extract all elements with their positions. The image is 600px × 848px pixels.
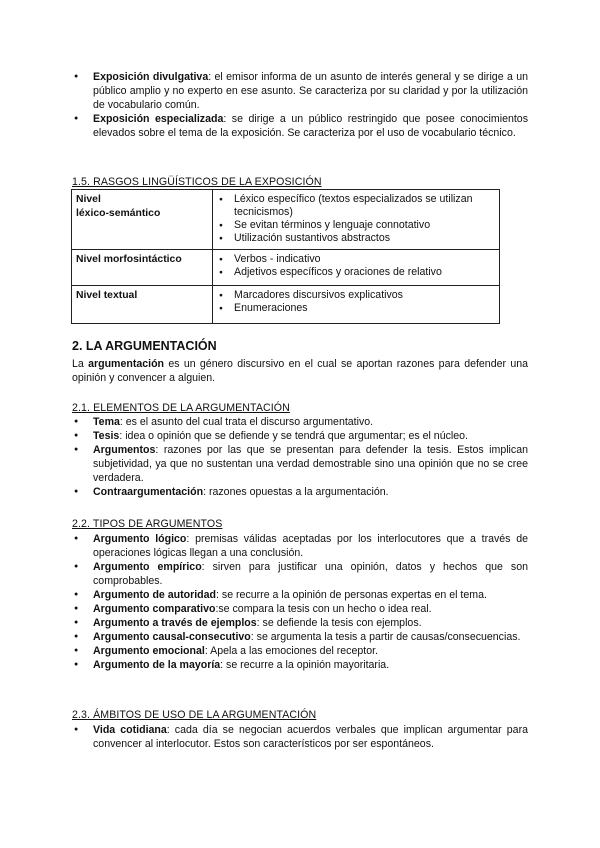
table-list-item: ● Marcadores discursivos explicativos <box>217 289 495 302</box>
list-item-term: Argumento lógico <box>93 533 187 545</box>
list-item <box>56 429 600 443</box>
list-item-term: Argumento de autoridad <box>93 589 217 601</box>
table-row <box>72 190 500 250</box>
list-item-text: : se argumenta la tesis a partir de causas/consecuencias. <box>250 631 521 643</box>
list-item-text: : premisas válidas aceptadas por los interlocutores que a través de operaciones lógicas llegan a una conclusión. <box>93 533 528 559</box>
section-heading: 1.5. RASGOS LINGÜÍSTICOS DE LA EXPOSICIÓN <box>72 176 322 188</box>
list-item-text: : razones opuestas a la argumentación. <box>203 486 389 498</box>
table-list-item: ● Verbos - indicativo <box>217 253 495 266</box>
list-item-term: Exposición especializada <box>93 113 224 125</box>
table-row-label: Nivel morfosintáctico <box>72 250 213 286</box>
exposition-types-list <box>0 70 600 140</box>
linguistic-features-table <box>71 189 500 324</box>
list-item <box>56 723 600 751</box>
table-list-item: ● Enumeraciones <box>217 302 495 315</box>
elements-list-block <box>0 415 600 499</box>
table-list-item: ● Léxico específico (textos especializados se utilizan tecnicismos) <box>217 193 495 219</box>
list-item-term: Vida cotidiana <box>93 724 167 736</box>
argumentation-definition <box>0 357 600 385</box>
list-item-text: : Apela a las emociones del receptor. <box>204 645 378 657</box>
table-list-item: ● Utilización sustantivos abstractos <box>217 232 495 245</box>
intro-list-block <box>0 70 600 140</box>
list-item-term: Argumento a través de ejemplos <box>93 617 257 629</box>
table-list-item: ● Adjetivos específicos y oraciones de relativo <box>217 266 495 279</box>
table-row-items <box>213 286 500 324</box>
list-item-term: Argumento comparativo <box>93 603 216 615</box>
list-item <box>56 616 600 630</box>
list-item <box>56 485 600 499</box>
list-item-term: Argumento empírico <box>93 561 202 573</box>
list-item-text: : sirven para justificar una opinión, datos y hechos que son comprobables. <box>93 561 528 587</box>
table-row-label-line: léxico-semántico <box>76 208 161 219</box>
list-item-text: : cada día se negocian acuerdos verbales que implican argumentar para convencer al interlocutor. Estos son característicos por ser espontáneos. <box>93 724 528 750</box>
list-item-term: Tema <box>93 416 120 428</box>
table-row <box>72 250 500 286</box>
list-item <box>56 112 600 140</box>
list-item-term: Contraargumentación <box>93 486 204 498</box>
list-item-text: : razones por las que se presentan para defender la tesis. Estos implican subjetividad, ya que no sustentan una verdad demostrable sino una opinión que no se cree verdadera. <box>93 444 528 484</box>
list-item-text: : es el asunto del cual trata el discurso argumentativo. <box>119 416 374 428</box>
argumentation-uses-list <box>0 723 600 751</box>
list-item <box>56 630 600 644</box>
list-item-text: : se recurre a la opinión mayoritaria. <box>220 659 390 671</box>
table-row-items <box>213 250 500 286</box>
list-item-term: Argumento de la mayoría <box>93 659 221 671</box>
argument-types-list-block <box>0 532 600 672</box>
table-row-label: Nivel textual <box>72 286 213 324</box>
list-item-term: Tesis <box>93 430 120 442</box>
list-item-term: Argumentos <box>93 444 156 456</box>
list-item <box>56 443 600 485</box>
section-heading: 2.3. ÁMBITOS DE USO DE LA ARGUMENTACIÓN <box>72 709 317 721</box>
list-item-text: : se defiende la tesis con ejemplos. <box>256 617 422 629</box>
table-row <box>72 286 500 324</box>
list-item-text: : se dirige a un público restringido que posee conocimientos elevados sobre el tema de la exposición. Se caracteriza por el uso de vocabulario técnico. <box>93 113 528 139</box>
list-item-term: Argumento emocional <box>93 645 205 657</box>
list-item-text: : se recurre a la opinión de personas expertas en el tema. <box>216 589 487 601</box>
table-list-item: ● Se evitan términos y lenguaje connotativo <box>217 219 495 232</box>
table-row-items <box>213 190 500 250</box>
list-item <box>56 658 600 672</box>
list-item <box>56 415 600 429</box>
list-item <box>56 588 600 602</box>
table-row-label-line: Nivel <box>76 194 101 205</box>
section-title: 2. LA ARGUMENTACIÓN <box>72 339 217 353</box>
list-item-text: : idea o opinión que se defiende y se tendrá que argumentar; es el núcleo. <box>119 430 468 442</box>
uses-list-block <box>0 723 600 751</box>
argumentation-elements-list <box>0 415 600 499</box>
list-item-term: Exposición divulgativa <box>93 71 209 83</box>
section-heading: 2.1. ELEMENTOS DE LA ARGUMENTACIÓN <box>72 402 290 414</box>
list-item-term: Argumento causal-consecutivo <box>93 631 251 643</box>
list-item <box>56 602 600 616</box>
section-heading: 2.2. TIPOS DE ARGUMENTOS <box>72 518 223 530</box>
paragraph-text: La <box>72 358 89 370</box>
paragraph-text: es un género discursivo en el cual se aportan razones para defender una opinión y convencer a alguien. <box>72 358 528 384</box>
list-item <box>56 560 600 588</box>
table-row-label <box>72 190 213 250</box>
list-item <box>56 644 600 658</box>
paragraph-term: argumentación <box>88 358 165 370</box>
list-item-text: : el emisor informa de un asunto de interés general y se dirige a un público amplio y no experto en ese asunto. Se caracteriza por su claridad y por la utilización de vocabulario común. <box>93 71 528 111</box>
list-item <box>56 70 600 112</box>
argument-types-list <box>0 532 600 672</box>
list-item-text: :se compara la tesis con un hecho o idea real. <box>215 603 432 615</box>
list-item <box>56 532 600 560</box>
